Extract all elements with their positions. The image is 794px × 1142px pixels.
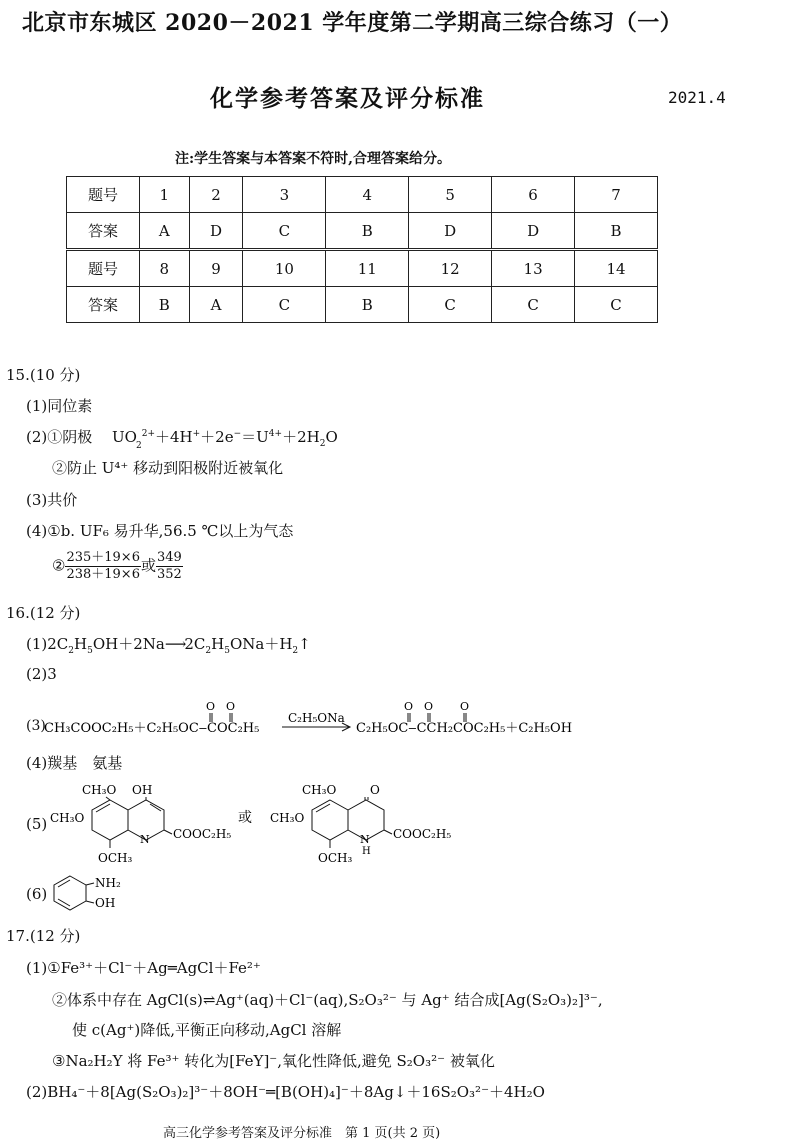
fraction-denominator: 352 bbox=[157, 567, 182, 582]
answer-table bbox=[66, 176, 658, 323]
ring-double-bond bbox=[58, 899, 70, 906]
q16-part1-label: (1) bbox=[26, 635, 48, 653]
q16-part4: (4)羰基 氨基 bbox=[26, 754, 123, 772]
table-cell: A bbox=[140, 213, 190, 250]
fraction-2 bbox=[156, 550, 183, 583]
q16-part1 bbox=[26, 633, 311, 656]
row-label: 答案 bbox=[67, 213, 140, 250]
q16-part6-label: (6) bbox=[26, 885, 48, 903]
label-nh2: NH₂ bbox=[95, 876, 121, 890]
table-cell: 13 bbox=[492, 250, 575, 287]
label-ch3o: CH₃O bbox=[270, 811, 305, 825]
table-cell: 12 bbox=[409, 250, 492, 287]
q15-part4a: (4)①b. UF₆ 易升华,56.5 ℃以上为气态 bbox=[26, 522, 294, 540]
label-ester: COOC₂H₅ bbox=[173, 827, 232, 841]
q16-quinoline-structures bbox=[50, 780, 490, 870]
q17-part1c: ③Na₂H₂Y 将 Fe³⁺ 转化为[FeY]⁻,氧化性降低,避免 S₂O₃²⁻ 被氧化 bbox=[52, 1052, 495, 1070]
table-cell: 1 bbox=[140, 177, 190, 213]
q15-cathode-equation: $UO_2^{2+}+4H^++2e^-=U^{4+}+2H_2O$ bbox=[97, 428, 338, 451]
q17-part1b-line1: ②体系中存在 AgCl(s)⇌Ag⁺(aq)＋Cl⁻(aq),S₂O₃²⁻ 与 Ag⁺ 结合成[Ag(S₂O₃)₂]³⁻, bbox=[52, 991, 603, 1009]
q16-part3-label: (3) bbox=[26, 718, 46, 734]
fraction-denominator: 238＋19×6 bbox=[66, 567, 140, 582]
table-cell: C bbox=[575, 287, 658, 323]
label-n: N bbox=[360, 833, 370, 846]
ring-double-bond bbox=[58, 880, 70, 887]
table-cell: 8 bbox=[140, 250, 190, 287]
q15-part3: (3)共价 bbox=[26, 491, 78, 509]
q17-heading: 17.(12 分) bbox=[6, 927, 81, 945]
label-ester: COOC₂H₅ bbox=[393, 827, 452, 841]
carbonyl-o: O bbox=[404, 700, 414, 713]
q15-part4b bbox=[52, 550, 183, 583]
label-och3: OCH₃ bbox=[318, 851, 353, 865]
document-subtitle: 化学参考答案及评分标准 bbox=[210, 85, 485, 112]
q15-part2b: ②防止 U⁴⁺ 移动到阳极附近被氧化 bbox=[52, 459, 284, 477]
row-label: 题号 bbox=[67, 250, 140, 287]
document-title: 北京市东城区 2020－2021 学年度第二学期高三综合练习（一） bbox=[22, 10, 683, 36]
q15-part4b-prefix: ② bbox=[52, 556, 66, 575]
table-cell: 11 bbox=[326, 250, 409, 287]
q16-heading: 16.(12 分) bbox=[6, 604, 81, 622]
table-cell: A bbox=[189, 287, 243, 323]
label-och3: OCH₃ bbox=[98, 851, 133, 865]
table-cell: 6 bbox=[492, 177, 575, 213]
table-cell: 10 bbox=[243, 250, 326, 287]
table-row bbox=[67, 177, 658, 213]
q17-part1a: (1)①Fe³⁺＋Cl⁻＋Ag═AgCl＋Fe²⁺ bbox=[26, 959, 261, 977]
page-footer: 高三化学参考答案及评分标准 第 1 页(共 2 页) bbox=[163, 1126, 441, 1141]
table-cell: C bbox=[409, 287, 492, 323]
fraction-numerator: 349 bbox=[157, 550, 182, 565]
carbonyl-o: O bbox=[206, 700, 216, 713]
structure-quinolinol bbox=[50, 783, 231, 865]
row-label: 题号 bbox=[67, 177, 140, 213]
table-cell: C bbox=[492, 287, 575, 323]
bond bbox=[384, 830, 392, 834]
table-cell: B bbox=[575, 213, 658, 250]
carbonyl-o: O bbox=[460, 700, 470, 713]
table-cell: 14 bbox=[575, 250, 658, 287]
q16-aminophenol-structure bbox=[50, 872, 150, 912]
ring-double-bond bbox=[96, 804, 110, 812]
benzene-ring bbox=[312, 800, 348, 840]
table-row bbox=[67, 287, 658, 323]
table-row bbox=[67, 250, 658, 287]
bond bbox=[106, 797, 110, 800]
bond bbox=[164, 830, 172, 834]
q16-part5-label: (5) bbox=[26, 815, 48, 833]
fraction-1 bbox=[65, 550, 141, 583]
catalyst-label: C₂H₅ONa bbox=[288, 711, 345, 725]
table-cell: B bbox=[140, 287, 190, 323]
table-cell: C bbox=[243, 287, 326, 323]
carbonyl-o: O bbox=[226, 700, 236, 713]
table-cell: 3 bbox=[243, 177, 326, 213]
q16-reaction-1: $2C_2H_5OH+2Na⟶2C_2H_5ONa+H_2↑$ bbox=[47, 635, 311, 656]
or-text: 或 bbox=[238, 810, 252, 826]
label-ch3o: CH₃O bbox=[302, 783, 337, 797]
label-n: N bbox=[140, 833, 150, 846]
q16-part2: (2)3 bbox=[26, 665, 57, 683]
grading-note: 注:学生答案与本答案不符时,合理答案给分。 bbox=[175, 151, 452, 167]
document-date: 2021.4 bbox=[668, 88, 726, 107]
label-o: O bbox=[370, 783, 380, 797]
table-cell: B bbox=[326, 287, 409, 323]
label-oh: OH bbox=[95, 896, 116, 910]
table-cell: 9 bbox=[189, 250, 243, 287]
q15-part1: (1)同位素 bbox=[26, 397, 93, 415]
table-cell: D bbox=[189, 213, 243, 250]
q16-reaction-left: CH₃COOC₂H₅＋C₂H₅OC‒COC₂H₅ bbox=[44, 721, 260, 736]
table-cell: D bbox=[409, 213, 492, 250]
fraction-numerator: 235＋19×6 bbox=[66, 550, 140, 565]
structure-quinolinone bbox=[270, 783, 451, 865]
table-cell: B bbox=[326, 213, 409, 250]
row-label: 答案 bbox=[67, 287, 140, 323]
bond bbox=[86, 883, 94, 885]
label-h: H bbox=[362, 846, 371, 857]
q15-part2a bbox=[26, 426, 338, 449]
table-cell: C bbox=[243, 213, 326, 250]
label-ch3o: CH₃O bbox=[82, 783, 117, 797]
carbonyl-o: O bbox=[424, 700, 434, 713]
q15-heading: 15.(10 分) bbox=[6, 366, 81, 384]
table-cell: D bbox=[492, 213, 575, 250]
q17-part1b-line2: 使 c(Ag⁺)降低,平衡正向移动,AgCl 溶解 bbox=[72, 1021, 342, 1039]
benzene-ring bbox=[54, 876, 86, 910]
benzene-ring bbox=[92, 800, 128, 840]
q16-claisen-reaction bbox=[44, 692, 624, 742]
q16-reaction-right: C₂H₅OC‒CCH₂COC₂H₅＋C₂H₅OH bbox=[356, 721, 573, 736]
table-cell: 7 bbox=[575, 177, 658, 213]
q15-part2a-label: (2)①阴极 bbox=[26, 428, 93, 446]
table-cell: 4 bbox=[326, 177, 409, 213]
table-cell: 5 bbox=[409, 177, 492, 213]
q17-part2: (2)BH₄⁻＋8[Ag(S₂O₃)₂]³⁻＋8OH⁻═[B(OH)₄]⁻＋8Ag↓＋16S₂O₃²⁻＋4H₂O bbox=[26, 1083, 545, 1101]
label-ch3o: CH₃O bbox=[50, 811, 85, 825]
label-oh: OH bbox=[132, 783, 153, 797]
table-cell: 2 bbox=[189, 177, 243, 213]
ring-double-bond bbox=[316, 804, 330, 812]
bond bbox=[86, 901, 94, 903]
or-text: 或 bbox=[140, 556, 156, 575]
table-row bbox=[67, 213, 658, 250]
